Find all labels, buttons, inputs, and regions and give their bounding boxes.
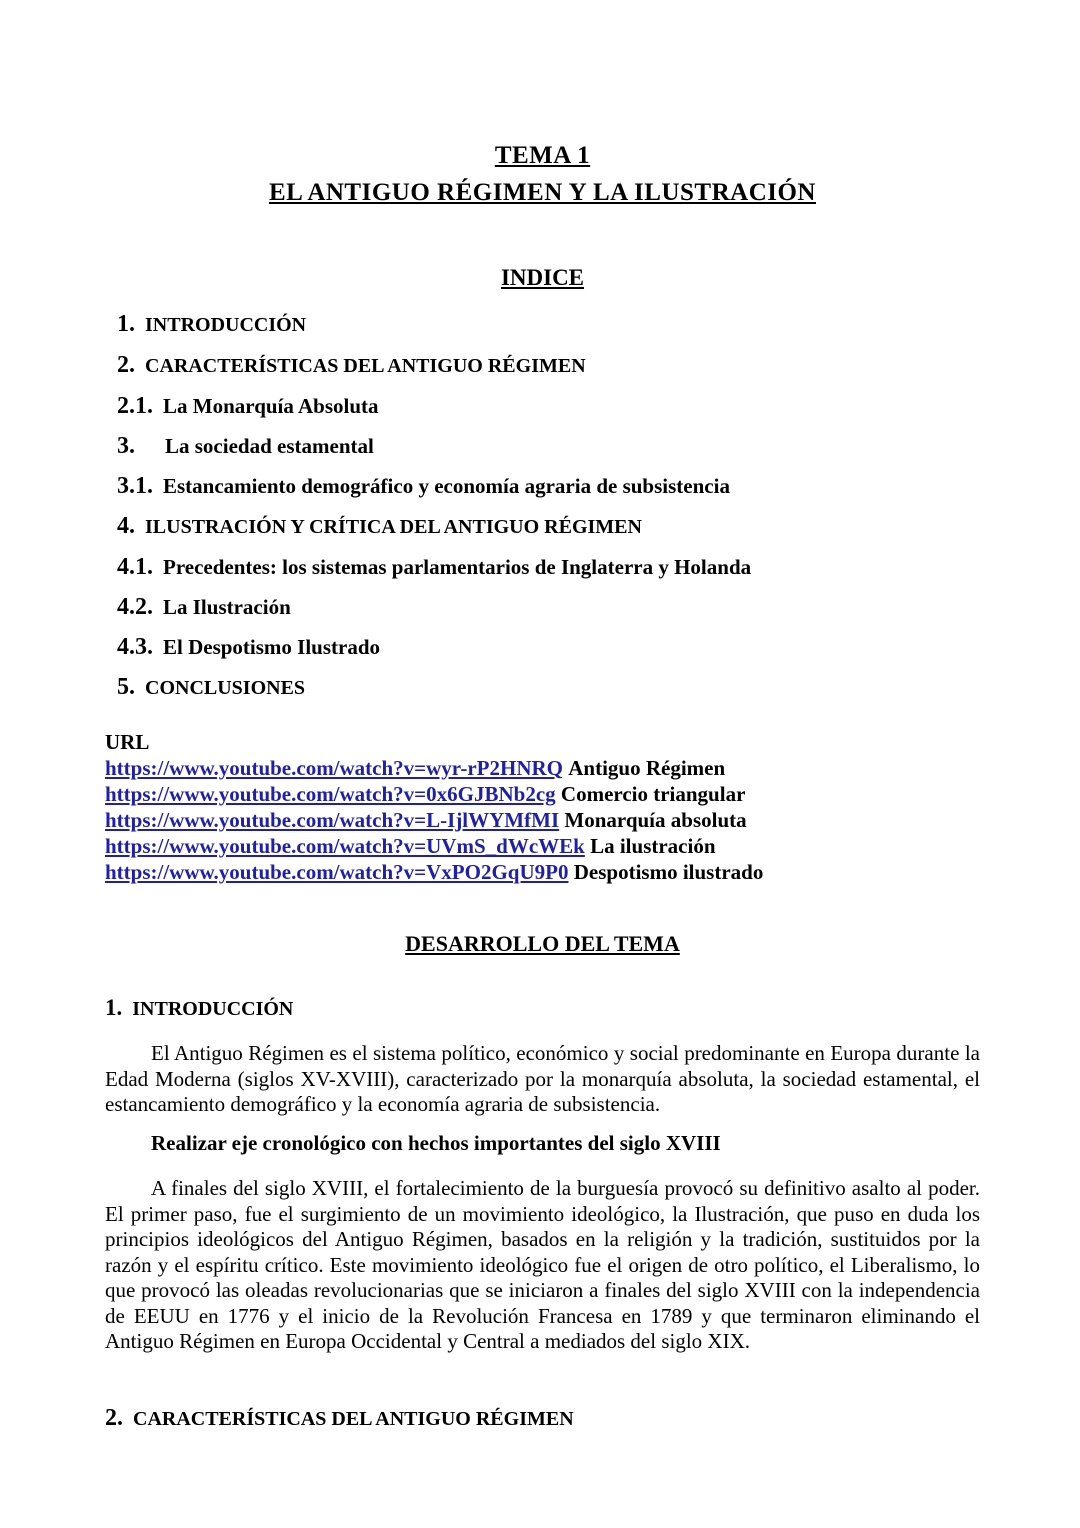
url-row <box>105 859 980 885</box>
url-heading: URL <box>105 730 150 754</box>
index-item-number: 5. <box>117 674 135 700</box>
youtube-link-label: Despotismo ilustrado <box>573 860 764 884</box>
index-item-label: La sociedad estamental <box>165 434 374 458</box>
index-item-number: 3.1. <box>117 473 153 499</box>
page-title: TEMA 1 <box>494 142 591 169</box>
section-number: 2. <box>105 1404 123 1431</box>
url-list <box>105 755 980 885</box>
index-item-label: CONCLUSIONES <box>145 677 306 699</box>
index-item-number: 3. <box>117 433 135 459</box>
paragraph-introduction: El Antiguo Régimen es el sistema político, económico y social predominante en Europa durante la Edad Moderna (siglos XV-XVIII), caracterizado por la monarquía absoluta, la sociedad estamental, el estancamiento demográfico y la economía agraria de subsistencia. <box>105 1041 980 1116</box>
index-item-number: 4. <box>117 513 135 539</box>
development-heading: DESARROLLO DEL TEMA <box>405 931 680 956</box>
index-item-label: Estancamiento demográfico y economía agraria de subsistencia <box>163 474 730 498</box>
url-row <box>105 833 980 859</box>
index-item-label: La Ilustración <box>163 595 291 619</box>
index-item-number: 2.1. <box>117 393 153 419</box>
youtube-link[interactable]: https://www.youtube.com/watch?v=UVmS_dWcWEk <box>105 834 585 858</box>
paragraph-development: A finales del siglo XVIII, el fortalecimiento de la burguesía provocó su definitivo asalto al poder. El primer paso, fue el surgimiento de un movimiento ideológico, la Ilustración, que puso en duda los principios ideológicos del Antiguo Régimen, basados en la religión y la tradición, sustituidos por la razón y el espíritu crítico. Este movimiento ideológico fue el origen de otro político, el Liberalismo, lo que provocó las oleadas revolucionarias que se iniciaron a finales del siglo XVIII con la independencia de EEUU en 1776 y el inicio de la Revolución Francesa en 1789 y que terminaron eliminando el Antiguo Régimen en Europa Occidental y Central a mediados del siglo XIX. <box>105 1176 980 1353</box>
index-item-number: 2. <box>117 352 135 378</box>
index-item-label: CARACTERÍSTICAS DEL ANTIGUO RÉGIMEN <box>145 355 586 377</box>
section-heading-characteristics <box>105 1405 980 1432</box>
url-row <box>105 781 980 807</box>
youtube-link-label: Comercio triangular <box>560 782 746 806</box>
youtube-link[interactable]: https://www.youtube.com/watch?v=VxPO2GqU9P0 <box>105 860 569 884</box>
index-item <box>117 674 980 701</box>
index-item <box>117 554 980 580</box>
index-item-number: 4.1. <box>117 554 153 580</box>
youtube-link[interactable]: https://www.youtube.com/watch?v=0x6GJBNb2cg <box>105 782 556 806</box>
youtube-link-label: La ilustración <box>590 834 716 858</box>
url-row <box>105 755 980 781</box>
index-item-label: INTRODUCCIÓN <box>145 314 307 336</box>
index-item-label: La Monarquía Absoluta <box>163 394 379 418</box>
index-item-number: 1. <box>117 311 135 337</box>
youtube-link[interactable]: https://www.youtube.com/watch?v=L-IjlWYMfMI <box>105 808 560 832</box>
index-item-number: 4.2. <box>117 594 153 620</box>
youtube-link[interactable]: https://www.youtube.com/watch?v=wyr-rP2HNRQ <box>105 756 563 780</box>
index-item <box>117 594 980 620</box>
index-item <box>117 433 980 459</box>
task-note: Realizar eje cronológico con hechos importantes del siglo XVIII <box>151 1130 721 1155</box>
index-item <box>117 393 980 419</box>
youtube-link-label: Antiguo Régimen <box>568 756 726 780</box>
section-title: INTRODUCCIÓN <box>132 998 294 1020</box>
index-item-label: El Despotismo Ilustrado <box>163 635 381 659</box>
index-list <box>105 311 980 701</box>
section-heading-introduction <box>105 995 980 1021</box>
url-row <box>105 807 980 833</box>
index-item-label: ILUSTRACIÓN Y CRÍTICA DEL ANTIGUO RÉGIMEN <box>145 516 642 538</box>
index-item <box>117 634 980 660</box>
index-item <box>117 352 980 379</box>
index-item <box>117 311 980 338</box>
index-item <box>117 513 980 540</box>
youtube-link-label: Monarquía absoluta <box>564 808 747 832</box>
index-heading: INDICE <box>500 265 585 290</box>
url-section <box>105 729 980 885</box>
index-item-label: Precedentes: los sistemas parlamentarios de Inglaterra y Holanda <box>163 555 752 579</box>
index-item <box>117 473 980 499</box>
section-title: CARACTERÍSTICAS DEL ANTIGUO RÉGIMEN <box>133 1407 574 1430</box>
page-subtitle: EL ANTIGUO RÉGIMEN Y LA ILUSTRACIÓN <box>268 179 816 206</box>
section-number: 1. <box>105 995 123 1020</box>
index-item-number: 4.3. <box>117 634 153 660</box>
